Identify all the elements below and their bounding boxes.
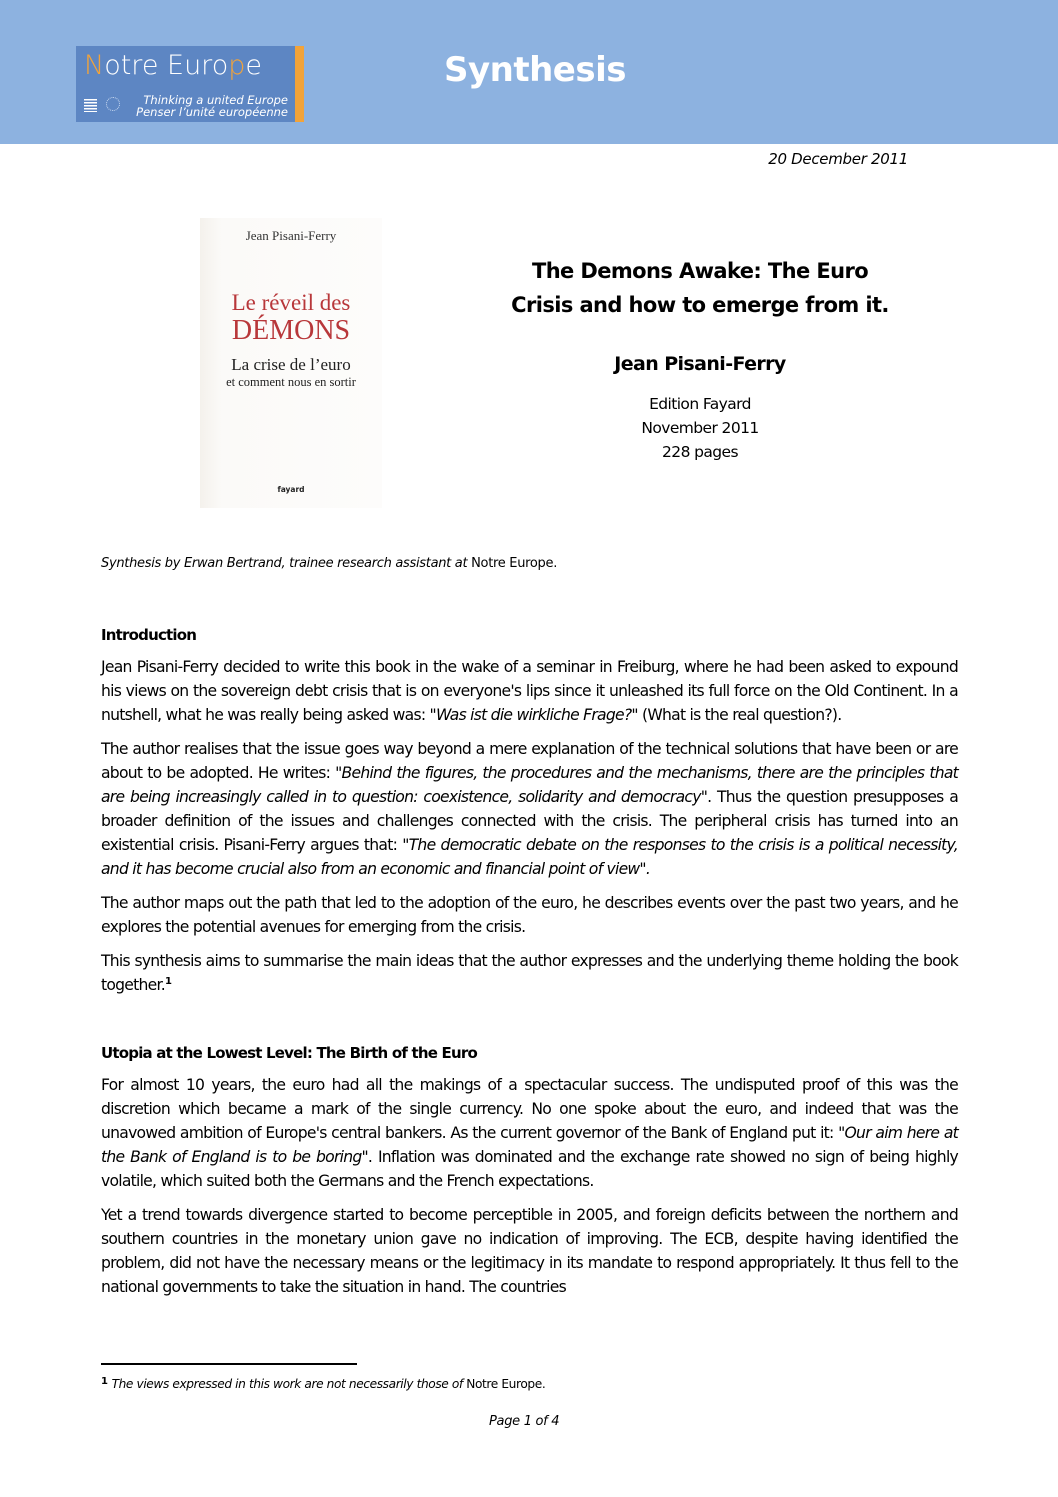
section-heading-birth-of-euro: Utopia at the Lowest Level: The Birth of the Euro <box>101 1044 477 1062</box>
publication-date: 20 December 2011 <box>768 150 908 168</box>
credit-text: Synthesis by Erwan Bertrand, trainee research assistant at <box>101 556 468 571</box>
text: For almost 10 years, the euro had all the makings of a spectacular success. The undisputed proof of this was the discretion which became a mark of the single currency. No one spoke about the euro, and indeed that was the unavowed ambition of Europe's central bankers. As the current governor of the Bank of England put it: " <box>101 1076 958 1142</box>
cover-author: Jean Pisani-Ferry <box>245 228 337 243</box>
cover-title-line1: Le réveil des <box>231 290 351 315</box>
footnote-end: . <box>541 1377 546 1391</box>
quote: Our aim here at the Bank of England is to be boring <box>101 1124 958 1166</box>
footnote-number: 1 <box>101 1376 108 1387</box>
book-cover-image <box>200 218 382 508</box>
cover-subtitle-line1: La crise de l’euro <box>231 355 351 374</box>
book-edition: Edition Fayard <box>649 395 751 413</box>
page-number: Page 1 of 4 <box>489 1414 560 1429</box>
paragraph <box>101 655 958 727</box>
logo-accent-bar <box>295 46 304 122</box>
cover-publisher: fayard <box>277 485 305 494</box>
footnote-divider <box>101 1363 357 1365</box>
paragraph <box>101 1073 958 1193</box>
notre-europe-logo <box>76 46 304 122</box>
logo-tagline-en: Thinking a united Europe <box>143 93 288 107</box>
logo-letter-n: N <box>84 50 105 81</box>
paragraph <box>101 949 958 997</box>
book-info <box>470 254 930 464</box>
quote: Was ist die wirkliche Frage? <box>435 706 632 724</box>
paragraph: Yet a trend towards divergence started to become perceptible in 2005, and foreign deficits between the northern and southern countries in the monetary union gave no indication of improving. The ECB, despite having identified the problem, did not have the necessary means or the legitimacy in its mandate to respond appropriately. It thus fell to the national governments to take the situation in hand. The countries <box>101 1206 958 1296</box>
cover-subtitle-line2: et comment nous en sortir <box>226 375 356 389</box>
credit-org: Notre Europe <box>471 556 554 571</box>
text: ". Thus the question presupposes a broader definition of the issues and challenges connected with the crisis. The peripheral crisis has turned into an existential crisis. Pisani-Ferry argues that: " <box>101 788 958 854</box>
logo-tagline-fr: Penser l’unité européenne <box>136 105 288 119</box>
logo-letter-e: e <box>245 50 262 81</box>
credit-end: . <box>553 556 558 571</box>
text: This synthesis aims to summarise the main ideas that the author expresses and the underlying theme holding the book together. <box>101 952 958 994</box>
footnote-reference[interactable]: 1 <box>164 975 172 987</box>
book-title-line2: Crisis and how to emerge from it. <box>511 293 889 317</box>
quote: The democratic debate on the responses to the crisis is a political necessity, and it has become crucial also from an economic and financial point of view". <box>101 836 958 878</box>
footnote <box>101 1376 545 1391</box>
document-type-title: Synthesis <box>443 50 626 90</box>
footnote-org: Notre Europe <box>466 1377 542 1391</box>
footnote-text: The views expressed in this work are not necessarily those of <box>111 1377 463 1391</box>
book-title-line1: The Demons Awake: The Euro <box>531 259 869 283</box>
book-title <box>470 254 930 322</box>
document-lines-icon <box>84 99 97 112</box>
paragraph <box>101 737 958 881</box>
document-body <box>101 548 958 1309</box>
text: Jean Pisani-Ferry decided to write this book in the wake of a seminar in Freiburg, where he had been asked to expound his views on the sovereign debt crisis that is on everyone's lips since it unleashed its full force on the Old Continent. In a nutshell, what he was really being asked was: " <box>101 658 958 724</box>
book-meta <box>470 392 930 464</box>
text: The author realises that the issue goes way beyond a mere explanation of the technical solutions that have been or are about to be adopted. He writes: " <box>101 740 958 782</box>
text: ". Inflation was dominated and the exchange rate showed no sign of being highly volatile, which suited both the Germans and the French expectations. <box>101 1148 959 1190</box>
eu-stars-icon <box>106 97 120 111</box>
logo-wordmark <box>84 50 262 81</box>
paragraph: The author maps out the path that led to the adoption of the euro, he describes events over the past two years, and he explores the potential avenues for emerging from the crisis. <box>101 894 958 936</box>
synthesis-credit <box>101 552 958 576</box>
logo-letters-middle: otre Euro <box>104 50 229 81</box>
text: " (What is the real question?). <box>631 706 842 724</box>
cover-title-line2: DÉMONS <box>231 315 351 346</box>
book-pages: 228 pages <box>662 443 738 461</box>
book-author: Jean Pisani-Ferry <box>614 353 786 375</box>
book-date: November 2011 <box>641 419 759 437</box>
header-band <box>0 0 1058 144</box>
section-heading-introduction: Introduction <box>101 626 197 644</box>
logo-letter-p: p <box>228 50 246 81</box>
quote: Behind the figures, the procedures and the mechanisms, there are the principles that are being increasingly called in to question: coexistence, solidarity and democracy <box>101 764 958 806</box>
